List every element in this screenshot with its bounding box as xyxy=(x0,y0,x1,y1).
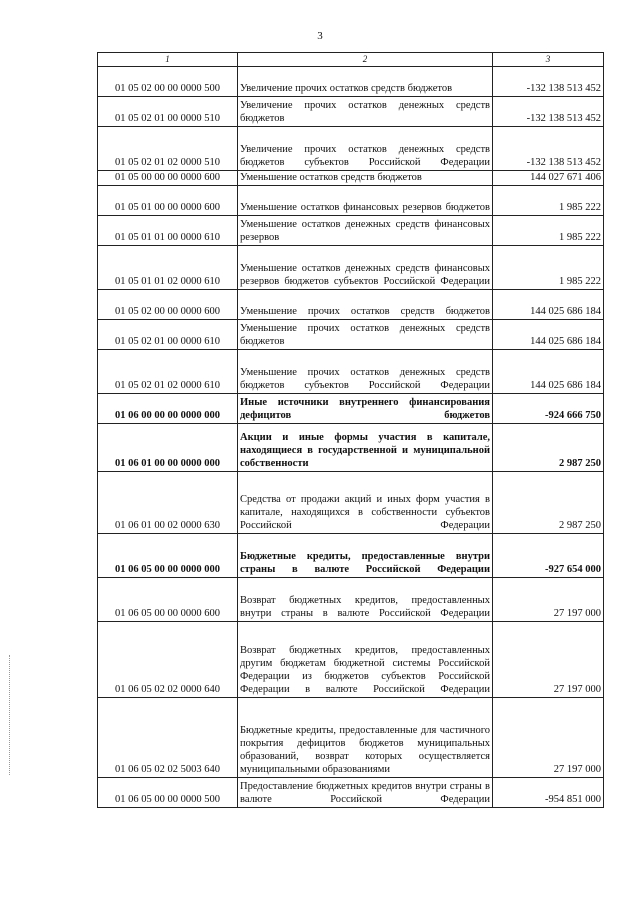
row-name: Бюджетные кредиты, предоставленные для частичного покрытия дефицитов бюджетов муниципальных образований, возврат которых осуществляется муниципальными образованиями xyxy=(238,698,493,778)
row-code: 01 06 01 00 00 0000 000 xyxy=(98,424,238,472)
table-row xyxy=(98,578,604,622)
row-code: 01 06 00 00 00 0000 000 xyxy=(98,394,238,424)
row-name: Предоставление бюджетных кредитов внутри страны в валюте Российской Федерации xyxy=(238,778,493,808)
row-name: Уменьшение прочих остатков денежных средств бюджетов субъектов Российской Федерации xyxy=(238,350,493,394)
table-row xyxy=(98,350,604,394)
table-row xyxy=(98,778,604,808)
table-row xyxy=(98,127,604,171)
row-name: Возврат бюджетных кредитов, предоставленных другим бюджетам бюджетной системы Российской Федерации из бюджетов субъектов Российской Федерации в валюте Российской Федерации xyxy=(238,622,493,698)
row-code: 01 05 02 01 02 0000 610 xyxy=(98,350,238,394)
row-amount: 144 025 686 184 xyxy=(493,320,604,350)
table-row xyxy=(98,246,604,290)
row-amount: 27 197 000 xyxy=(493,578,604,622)
row-amount: 2 987 250 xyxy=(493,424,604,472)
row-name: Увеличение прочих остатков денежных средств бюджетов субъектов Российской Федерации xyxy=(238,127,493,171)
row-code: 01 05 02 00 00 0000 500 xyxy=(98,67,238,97)
table-row xyxy=(98,424,604,472)
row-amount: -954 851 000 xyxy=(493,778,604,808)
row-amount: -927 654 000 xyxy=(493,534,604,578)
table-row xyxy=(98,290,604,320)
row-amount: 144 027 671 406 xyxy=(493,171,604,186)
table-header-row xyxy=(98,53,604,67)
row-amount: 27 197 000 xyxy=(493,698,604,778)
row-code: 01 06 01 00 02 0000 630 xyxy=(98,472,238,534)
row-amount: -132 138 513 452 xyxy=(493,127,604,171)
row-code: 01 06 05 00 00 0000 500 xyxy=(98,778,238,808)
row-name: Бюджетные кредиты, предоставленные внутри страны в валюте Российской Федерации xyxy=(238,534,493,578)
row-amount: 144 025 686 184 xyxy=(493,290,604,320)
table-row xyxy=(98,394,604,424)
column-header-name: 2 xyxy=(238,53,493,67)
table-row xyxy=(98,698,604,778)
row-name: Акции и иные формы участия в капитале, находящиеся в государственной и муниципальной собственности xyxy=(238,424,493,472)
row-amount: -132 138 513 452 xyxy=(493,67,604,97)
table-row xyxy=(98,622,604,698)
row-name: Уменьшение остатков денежных средств финансовых резервов xyxy=(238,216,493,246)
scan-edge-marks xyxy=(9,655,11,775)
row-name: Увеличение прочих остатков средств бюджетов xyxy=(238,67,493,97)
column-header-code: 1 xyxy=(98,53,238,67)
row-name: Уменьшение остатков финансовых резервов бюджетов xyxy=(238,186,493,216)
row-code: 01 05 02 01 02 0000 510 xyxy=(98,127,238,171)
row-name: Уменьшение остатков денежных средств финансовых резервов бюджетов субъектов Российской Федерации xyxy=(238,246,493,290)
budget-sources-table xyxy=(97,52,604,808)
table-row xyxy=(98,320,604,350)
row-code: 01 05 00 00 00 0000 600 xyxy=(98,171,238,186)
table-row xyxy=(98,97,604,127)
row-name: Уменьшение прочих остатков средств бюджетов xyxy=(238,290,493,320)
row-amount: 144 025 686 184 xyxy=(493,350,604,394)
row-code: 01 05 01 00 00 0000 600 xyxy=(98,186,238,216)
row-amount: 1 985 222 xyxy=(493,216,604,246)
row-name: Уменьшение остатков средств бюджетов xyxy=(238,171,493,186)
row-code: 01 05 02 01 00 0000 610 xyxy=(98,320,238,350)
row-code: 01 05 02 01 00 0000 510 xyxy=(98,97,238,127)
row-name: Возврат бюджетных кредитов, предоставленных внутри страны в валюте Российской Федерации xyxy=(238,578,493,622)
row-code: 01 05 01 01 00 0000 610 xyxy=(98,216,238,246)
row-amount: 27 197 000 xyxy=(493,622,604,698)
table-row xyxy=(98,171,604,186)
row-name: Иные источники внутреннего финансирования дефицитов бюджетов xyxy=(238,394,493,424)
row-name: Увеличение прочих остатков денежных средств бюджетов xyxy=(238,97,493,127)
row-amount: 1 985 222 xyxy=(493,186,604,216)
row-amount: -132 138 513 452 xyxy=(493,97,604,127)
row-code: 01 05 01 01 02 0000 610 xyxy=(98,246,238,290)
table-row xyxy=(98,534,604,578)
row-amount: 1 985 222 xyxy=(493,246,604,290)
row-amount: 2 987 250 xyxy=(493,472,604,534)
table-row xyxy=(98,67,604,97)
row-code: 01 05 02 00 00 0000 600 xyxy=(98,290,238,320)
row-code: 01 06 05 00 00 0000 600 xyxy=(98,578,238,622)
row-code: 01 06 05 02 02 5003 640 xyxy=(98,698,238,778)
table-row xyxy=(98,216,604,246)
row-code: 01 06 05 02 02 0000 640 xyxy=(98,622,238,698)
row-code: 01 06 05 00 00 0000 000 xyxy=(98,534,238,578)
table-row xyxy=(98,472,604,534)
table-row xyxy=(98,186,604,216)
row-name: Уменьшение прочих остатков денежных средств бюджетов xyxy=(238,320,493,350)
page-number: 3 xyxy=(317,30,323,42)
row-amount: -924 666 750 xyxy=(493,394,604,424)
row-name: Средства от продажи акций и иных форм участия в капитале, находящихся в собственности субъектов Российской Федерации xyxy=(238,472,493,534)
column-header-amount: 3 xyxy=(493,53,604,67)
